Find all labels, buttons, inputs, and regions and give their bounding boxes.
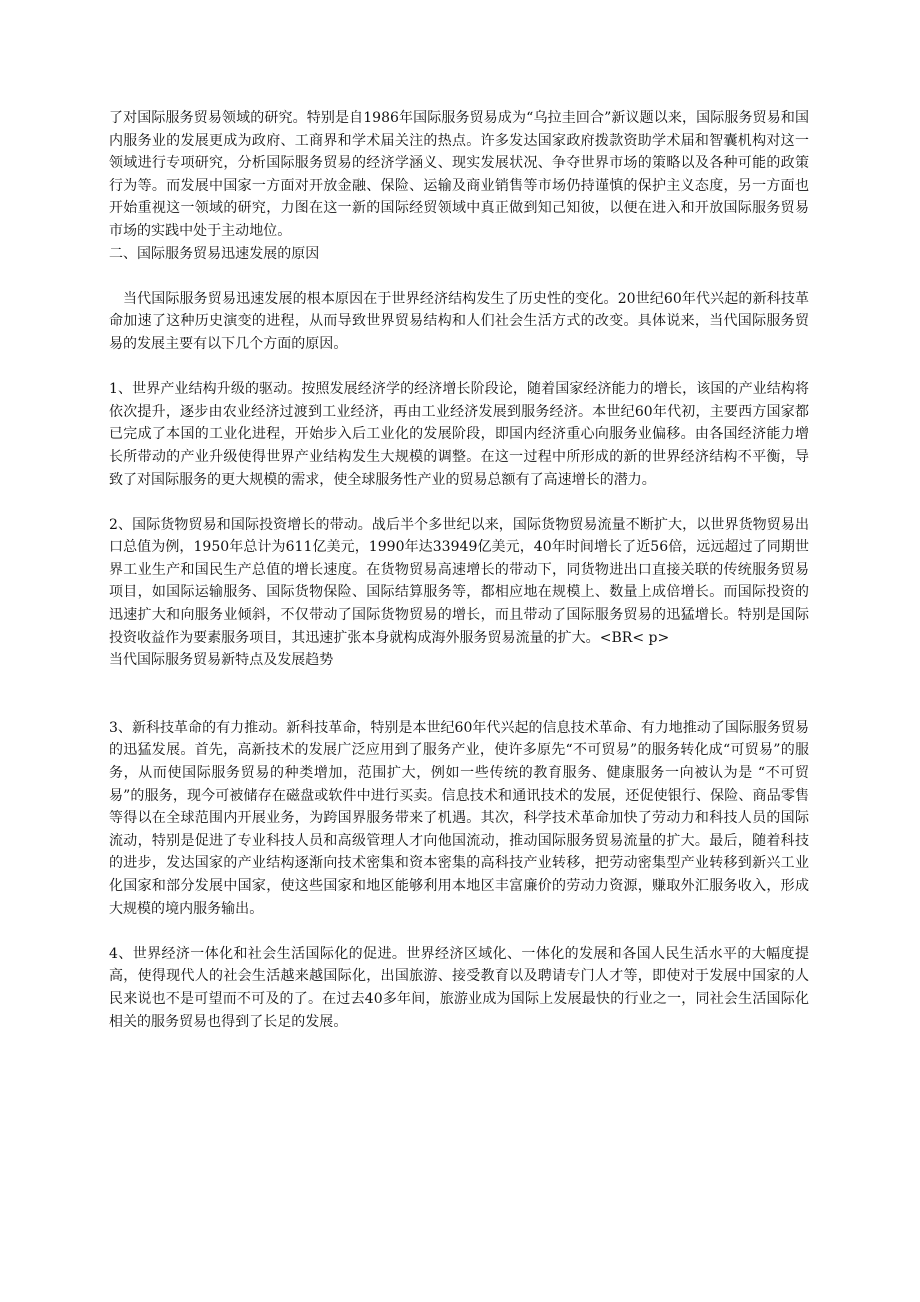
section-title-new-features: 当代国际服务贸易新特点及发展趋势: [109, 652, 334, 669]
section-heading-2: 二、国际服务贸易迅速发展的原因: [109, 245, 320, 262]
paragraph-reason-2: 2、国际货物贸易和国际投资增长的带动。战后半个多世纪以来，国际货物贸易流量不断扩大，以世界货物贸易出口总值为例，1950年总计为611亿美元，1990年达33949亿美元，40年时间增长了近56倍，远远超过了同期世界工业生产和国民生产总值的增长速度。在货物贸易高速增长的带动下，同货物进出口直接关联的传统服务贸易项目，如国际运输服务、国际货物保险、国际结算服务等，都相应地在规模上、数量上成倍增长。而国际投资的迅速扩大和向服务业倾斜，不仅带动了国际货物贸易的增长，而且带动了国际服务贸易的迅猛增长。特别是国际投资收益作为要素服务项目，其迅速扩张本身就构成海外服务贸易流量的扩大。<BR< p>: [109, 516, 809, 646]
paragraph-reason-4: 4、世界经济一体化和社会生活国际化的促进。世界经济区域化、一体化的发展和各国人民生活水平的大幅度提高，使得现代人的社会生活越来越国际化，出国旅游、接受教育以及聘请专门人才等，即使对于发展中国家的人民来说也不是可望而不可及的了。在过去40多年间，旅游业成为国际上发展最快的行业之一，同社会生活国际化相关的服务贸易也得到了长足的发展。: [109, 945, 809, 1030]
paragraph-intro-continuation: 了对国际服务贸易领域的研究。特别是自1986年国际服务贸易成为“乌拉圭回合”新议题以来，国际服务贸易和国内服务业的发展更成为政府、工商界和学术届关注的热点。许多发达国家政府拨款资助学术届和智囊机构对这一领域进行专项研究，分析国际服务贸易的经济学涵义、现实发展状况、争夺世界市场的策略以及各种可能的政策行为等。而发展中国家一方面对开放金融、保险、运输及商业销售等市场仍持谨慎的保护主义态度，另一方面也开始重视这一领域的研究，力图在这一新的国际经贸领域中真正做到知己知彼，以便在进入和开放国际服务贸易市场的实践中处于主动地位。: [109, 110, 809, 239]
paragraph-root-cause: 当代国际服务贸易迅速发展的根本原因在于世界经济结构发生了历史性的变化。20世纪60年代兴起的新科技革命加速了这种历史演变的进程，从而导致世界贸易结构和人们社会生活方式的改变。具体说来，当代国际服务贸易的发展主要有以下几个方面的原因。: [109, 290, 809, 352]
paragraph-reason-3: 3、新科技革命的有力推动。新科技革命，特别是本世纪60年代兴起的信息技术革命、有力地推动了国际服务贸易的迅猛发展。首先，高新技术的发展广泛应用到了服务产业，使许多原先“不可贸易”的服务转化成“可贸易”的服务，从而使国际服务贸易的种类增加，范围扩大，例如一些传统的教育服务、健康服务一向被认为是 “不可贸易”的服务，现今可被储存在磁盘或软件中进行买卖。信息技术和通讯技术的发展，还促使银行、保险、商品零售等得以在全球范围内开展业务，为跨国界服务带来了机遇。其次，科学技术革命加快了劳动力和科技人员的国际流动，特别是促进了专业科技人员和高级管理人才向他国流动，推动国际服务贸易流量的扩大。最后，随着科技的进步，发达国家的产业结构逐渐向技术密集和资本密集的高科技产业转移，把劳动密集型产业转移到新兴工业化国家和部分发展中国家，使这些国家和地区能够利用本地区丰富廉价的劳动力资源，赚取外汇服务收入，形成大规模的境内服务输出。: [109, 719, 809, 917]
document-body: [109, 107, 809, 1033]
paragraph-reason-1: 1、世界产业结构升级的驱动。按照发展经济学的经济增长阶段论，随着国家经济能力的增长，该国的产业结构将依次提升，逐步由农业经济过渡到工业经济，再由工业经济发展到服务经济。本世纪60年代初，主要西方国家都已完成了本国的工业化进程，开始步入后工业化的发展阶段，即国内经济重心向服务业偏移。由各国经济能力增长所带动的产业升级使得世界产业结构发生大规模的调整。在这一过程中所形成的新的世界经济结构不平衡，导致了对国际服务的更大规模的需求，使全球服务性产业的贸易总额有了高速增长的潜力。: [109, 381, 809, 488]
